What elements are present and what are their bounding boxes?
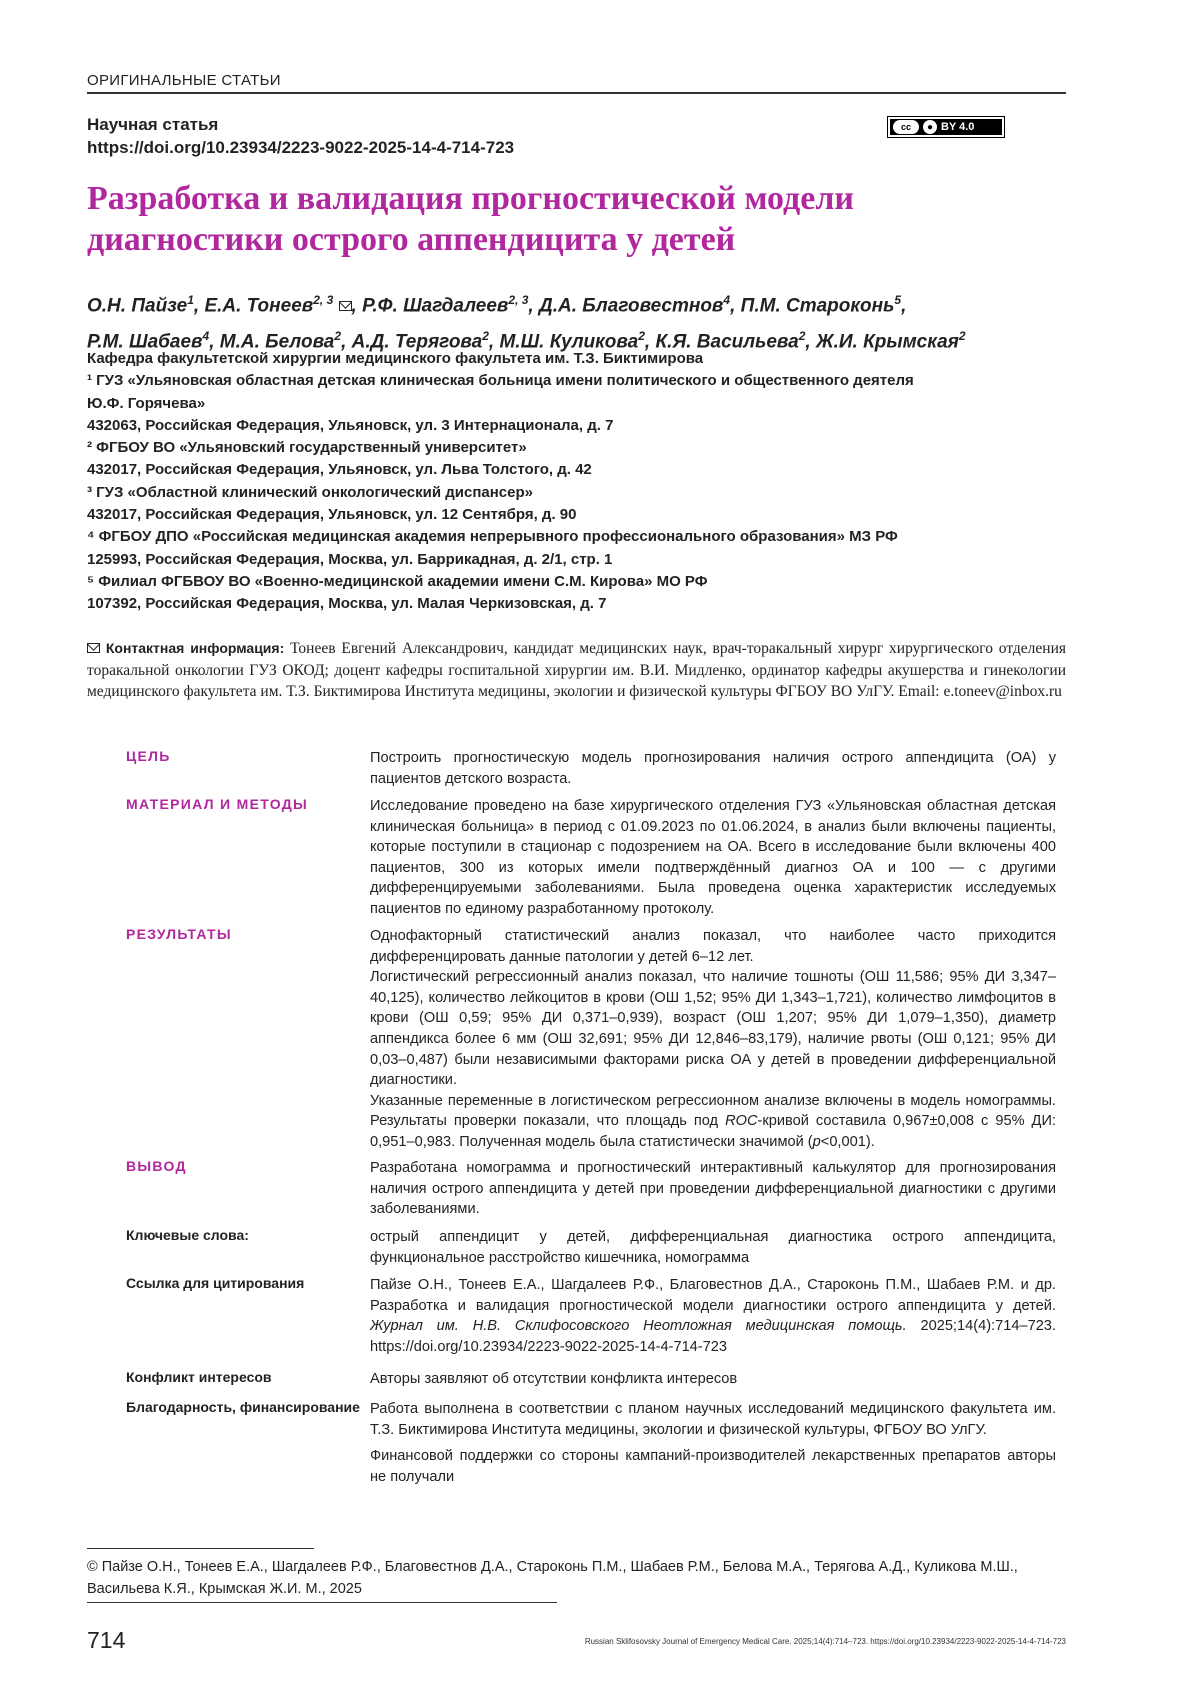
author: Р.М. Шабаев [87, 331, 203, 353]
aim-label: ЦЕЛЬ [126, 748, 171, 764]
contact-text: Тонеев Евгений Александрович, кандидат медицинских наук, врач-торакальный хирург хирургического отделения торакальной онкологии ГУЗ ОКОД; доцент кафедры госпитальной хирургии им. В.И. Мидленко, ординатор кафедры акушерства и гинекологии медицинского факультета им. Т.З. Биктимирова Института медицины, экологии и физической культуры ФГБОУ ВО УлГУ. Email: e.toneev@inbox.ru [87, 640, 1067, 700]
funding-label: Благодарность, финансирование [126, 1399, 360, 1415]
page-number: 714 [87, 1627, 126, 1653]
aim-text: Построить прогностическую модель прогнозирования наличия острого аппендицита (ОА) у пациентов детского возраста. [370, 750, 1056, 787]
abstract-results [126, 926, 1066, 1158]
keywords-text: острый аппендицит у детей, дифференциальная диагностика острого аппендицита, функциональное расстройство кишечника, номограмма [370, 1229, 1056, 1266]
author: Е.А. Тонеев [204, 295, 314, 317]
footnote-rule-bottom [87, 1602, 557, 1603]
results-label: РЕЗУЛЬТАТЫ [126, 926, 232, 942]
footnote-rule [87, 1548, 314, 1549]
author: А.Д. Терягова [351, 331, 483, 353]
cc-icon: cc [893, 120, 919, 134]
affiliation-line: ³ ГУЗ «Областной клинический онкологический диспансер» [87, 483, 534, 501]
results-paragraph: Указанные переменные в логистическом регрессионном анализе включены в модель номограммы. Результаты проверки показали, что площадь под ROC-кривой составила 0,967±0,008 с 95% ДИ: 0,951–0,983. Полученная модель была статистически значимой (p<0,001). [370, 1092, 1056, 1150]
affiliation-line: 107392, Российская Федерация, Москва, ул. Малая Черкизовская, д. 7 [87, 595, 607, 613]
cc-license-badge[interactable] [888, 117, 1004, 137]
funding-paragraph: Финансовой поддержки со стороны кампаний-производителей лекарственных препаратов авторы не получали [370, 1448, 1056, 1485]
methods-label: МАТЕРИАЛ И МЕТОДЫ [126, 796, 308, 812]
contact-info [87, 638, 1066, 703]
citation-label: Ссылка для цитирования [126, 1275, 305, 1291]
results-text [370, 926, 1056, 1158]
affiliation-line: Кафедра факультетской хирургии медицинского факультета им. Т.З. Биктимирова [87, 350, 704, 367]
envelope-icon [87, 643, 100, 653]
envelope-icon [339, 301, 352, 311]
results-paragraph: Однофакторный статистический анализ показал, что наиболее часто приходится дифференцировать данные патологии у детей 6–12 лет. [370, 928, 1056, 965]
conclusion-label: ВЫВОД [126, 1158, 187, 1174]
abstract-methods [126, 796, 1066, 926]
conflict-label: Конфликт интересов [126, 1369, 272, 1385]
author-list: О.Н. Пайзе$^1$, Е.А. Тонеев$^{2, 3}$ , Р.Ф. Шагдалеев$^{2, 3}$, Д.А. Благовестнов$^4$, П.М. Староконь$^5$, Р.М. Шабаев$^4$, М.А. Белова$^2$, А.Д. Терягова$^2$, М.Ш. Куликова$^2$, К.Я. Васильева$^2$, Ж.И. Крымская$^2$ [87, 293, 966, 353]
contact-label: Контактная информация: [105, 640, 285, 656]
affiliation-line: 432063, Российская Федерация, Ульяновск, ул. 3 Интернационала, д. 7 [87, 416, 614, 434]
author: Р.Ф. Шагдалеев [362, 295, 509, 317]
funding-row [126, 1399, 1066, 1487]
abstract-conclusion [126, 1158, 1066, 1227]
funding-paragraph: Работа выполнена в соответствии с планом научных исследований медицинского факультета им. Т.З. Биктимирова Института медицины, экологии и физической культуры, ФГБОУ ВО УлГУ. [370, 1401, 1056, 1438]
section-label: ОРИГИНАЛЬНЫЕ СТАТЬИ [87, 72, 281, 89]
affiliation-line: ⁵ Филиал ФГБВОУ ВО «Военно-медицинской академии имени С.М. Кирова» МО РФ [87, 572, 708, 590]
conclusion-text: Разработана номограмма и прогностический интерактивный калькулятор для прогнозирования наличия острого аппендицита у детей при проведении дифференциальной диагностики с другими заболеваниями. [370, 1160, 1056, 1218]
affiliation-line: 125993, Российская Федерация, Москва, ул. Баррикадная, д. 2/1, стр. 1 [87, 550, 613, 568]
affiliations [87, 348, 1067, 616]
license-label: BY 4.0 [941, 121, 975, 133]
author: Ж.И. Крымская [815, 331, 959, 353]
author: К.Я. Васильева [655, 331, 799, 353]
author: М.Ш. Куликова [499, 331, 639, 353]
keywords-row [126, 1227, 1066, 1275]
author: О.Н. Пайзе [87, 295, 188, 317]
doi-link[interactable]: https://doi.org/10.23934/2223-9022-2025-14-4-714-723 [87, 138, 515, 157]
affiliation-line: 432017, Российская Федерация, Ульяновск, ул. Льва Толстого, д. 42 [87, 461, 592, 479]
article-title: Разработка и валидация прогностической модели диагностики острого аппендицита у детей [87, 180, 855, 258]
running-title: Russian Sklifosovsky Journal of Emergency Medical Care. 2025;14(4):714–723. https://doi.org/10.23934/2223-9022-2025-14-4-714-723 [584, 1637, 1066, 1646]
results-paragraph: Логистический регрессионный анализ показал, что наличие тошноты (ОШ 11,586; 95% ДИ 3,347–40,125), количество лейкоцитов в крови (ОШ 1,52; 95% ДИ 1,343–1,721), количество лимфоцитов в крови (ОШ 0,59; 95% ДИ 0,371–0,939), возраст (ОШ 1,207; 95% ДИ 1,079–1,350), диаметр аппендикса более 6 мм (ОШ 32,691; 95% ДИ 12,846–83,179), наличие рвоты (ОШ 0,121; 95% ДИ 0,03–0,487) были независимыми факторами риска ОА у детей в проведении дифференциальной диагностики. [370, 969, 1056, 1089]
keywords-label: Ключевые слова: [126, 1227, 249, 1243]
copyright-footnote: © Пайзе О.Н., Тонеев Е.А., Шагдалеев Р.Ф., Благовестнов Д.А., Староконь П.М., Шабаев Р.М., Белова М.А., Терягова А.Д., Куликова М.Ш., Васильева К.Я., Крымская Ж.И. М., 2025 [87, 1559, 1018, 1597]
conflict-text: Авторы заявляют об отсутствии конфликта интересов [370, 1371, 738, 1387]
affiliation-line: ² ФГБОУ ВО «Ульяновский государственный университет» [87, 439, 527, 457]
affiliation-line: ⁴ ФГБОУ ДПО «Российская медицинская академия непрерывного профессионального образования» МЗ РФ [87, 528, 898, 546]
citation-text: Пайзе О.Н., Тонеев Е.А., Шагдалеев Р.Ф., Благовестнов Д.А., Староконь П.М., Шабаев Р.М. и др. Разработка и валидация прогностической модели диагностики острого аппендицита у детей. Журнал им. Н.В. Склифосовского Неотложная медицинская помощь. 2025;14(4):714–723. https://doi.org/10.23934/2223-9022-2025-14-4-714-723 [370, 1277, 1056, 1355]
affiliation-line: Ю.Ф. Горячева» [87, 394, 206, 412]
abstract [126, 748, 1066, 1487]
article-type: Научная статья [87, 115, 219, 134]
methods-text: Исследование проведено на базе хирургического отделения ГУЗ «Ульяновская областная детская клиническая больница» в период с 01.09.2023 по 01.06.2024, в анализ были включены пациенты, которые поступили в стационар с подозрением на ОА. Всего в исследование были включены 400 пациентов, 300 из которых имели подтверждённый диагноз ОА и 100 — с другими дифференцируемыми заболеваниями. Была проведена оценка характеристик исследуемых пациентов по единому разработанному протоколу. [370, 798, 1056, 917]
affiliation-line: 432017, Российская Федерация, Ульяновск, ул. 12 Сентября, д. 90 [87, 506, 577, 524]
citation-row [126, 1275, 1066, 1369]
conflict-row [126, 1369, 1066, 1399]
abstract-aim [126, 748, 1066, 796]
author: М.А. Белова [219, 331, 335, 353]
funding-text [370, 1399, 1056, 1487]
author: П.М. Староконь [740, 295, 895, 317]
author: Д.А. Благовестнов [538, 295, 724, 317]
affiliation-line: ¹ ГУЗ «Ульяновская областная детская клиническая больница имени политического и общественного деятеля [87, 372, 914, 390]
header-rule [87, 92, 1066, 94]
person-icon: ● [923, 120, 937, 134]
